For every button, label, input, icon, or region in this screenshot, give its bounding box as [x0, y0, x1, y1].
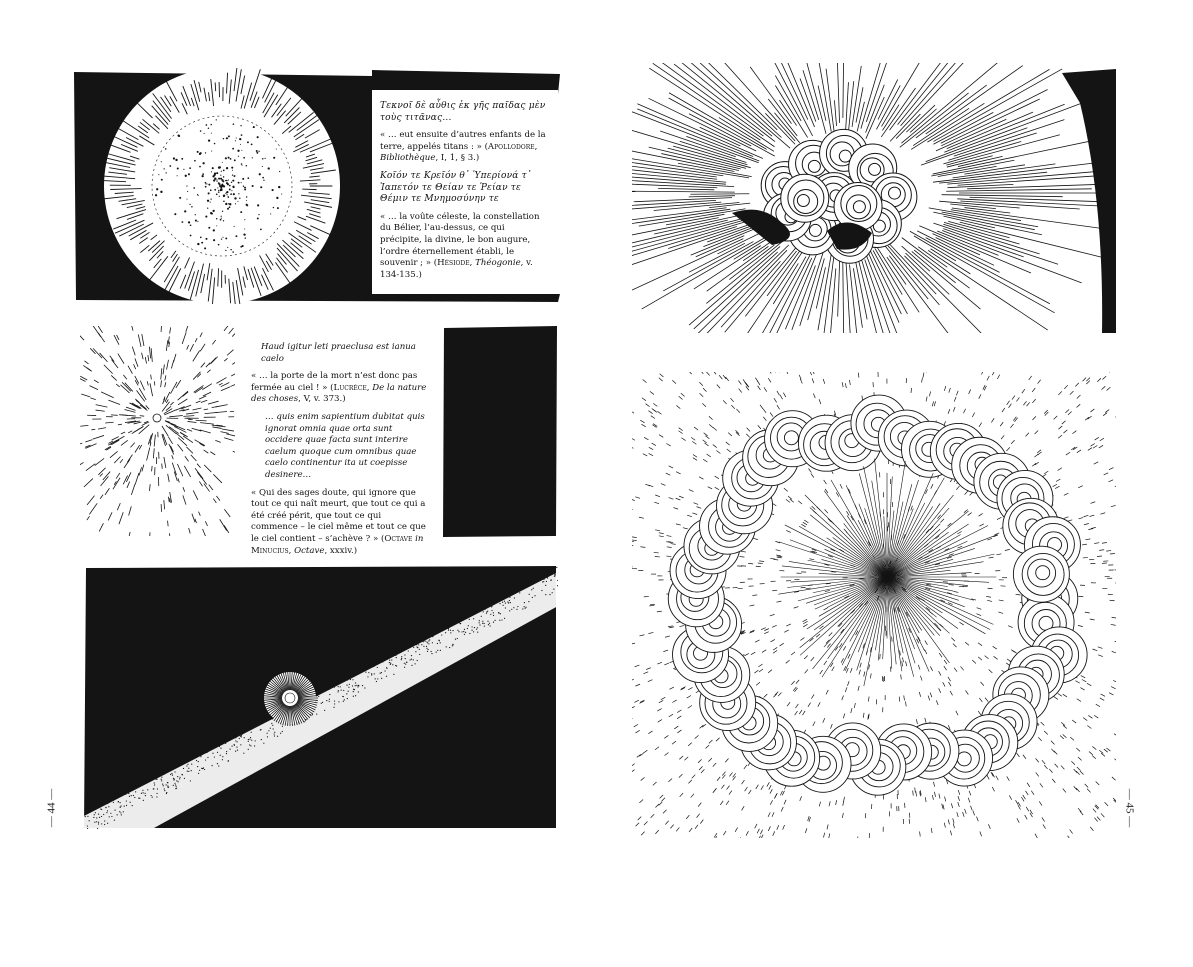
french-quote-lucrece-text: « … la porte de la mort n’est donc pas fermée au ciel ! » (	[251, 371, 418, 393]
latin-quote-minucius: … quis enim sapientium dubitat quis ignorat omnia quae orta sunt occidere quae facta sunt interire caelum quoque cum omnibus quae caelo continentur ita ut coepisse desinere…	[265, 411, 425, 480]
author-octave: Octave	[384, 533, 413, 544]
greek-quote-apollodore: Τεκνοῖ δὲ αὖθις ἐκ γῆς παῖδας μὲν τοὺς τιτᾶνας...	[380, 101, 546, 123]
panel-black	[443, 326, 558, 537]
french-quote-apollodore: « … eut ensuite d’autres enfants de la terre, appelés titans : » (Apollodore, Bibliothèque, I, 1, § 3.)	[380, 130, 546, 164]
french-quote-minucius-text: « Qui des sages doute, qui ignore que tout ce qui naît meurt, que tout ce qui a été créé périt, que tout ce qui commence – le ciel même et tout ce que le ciel contient – s’achève ? » (	[251, 487, 426, 544]
french-quote-minucius: « Qui des sages doute, qui ignore que tout ce qui naît meurt, que tout ce qui a été créé périt, que tout ce qui commence – le ciel même et tout ce que le ciel contient – s’achève ? » (Octave in Minucius, Octave, xxxiv.)	[251, 487, 426, 556]
author-minucius: Minucius	[251, 545, 289, 556]
work-de-la-nature: De la nature des choses	[251, 382, 427, 405]
latin-quote-lucrece: Haud igitur leti praeclusa est ianua caelo	[261, 342, 416, 364]
panel-comet-beam	[84, 566, 558, 829]
page-number-right: — 45 —	[1123, 788, 1136, 828]
in-word: in	[412, 533, 424, 544]
greek-quote-hesiode: Κοῖόν τε Κρεῖόν θ᾽ Ὑπερίονά τ᾽ Ἰαπετόν τε Θείαν τε Ῥείαν τε Θέμιν τε Μνημοσύνην τε	[380, 170, 532, 205]
quote-box-death	[251, 342, 429, 563]
french-quote-hesiode-text: « … la voûte céleste, la constellation du Bélier, l’au-dessus, ce qui précipite, la divine, le bon augure, l’ordre éternellement établi, le souvenir ; » (	[380, 211, 540, 269]
ref-minucius: , xxxiv.)	[324, 545, 358, 556]
quote-box-titans	[380, 101, 548, 287]
panel-radial-burst	[80, 326, 235, 536]
work-theogonie: Théogonie	[475, 258, 521, 269]
author-apollodore: Apollodore	[487, 141, 535, 152]
panel-explosion	[632, 63, 1116, 333]
french-quote-lucrece: « … la porte de la mort n’est donc pas fermée au ciel ! » (Lucrèce, De la nature des choses, V, v. 373.)	[251, 371, 427, 405]
panel-cloud-ring	[632, 372, 1116, 838]
author-hesiode: Hésiode	[437, 258, 470, 269]
ref-hesiode: , v. 134-135.)	[380, 258, 533, 280]
french-quote-hesiode: « … la voûte céleste, la constellation du Bélier, l’au-dessus, ce qui précipite, la divine, le bon augure, l’ordre éternellement établi, le souvenir ; » (Hésiode, Théogonie, v. 134-135.)	[380, 211, 540, 280]
author-lucrece: Lucrèce	[333, 382, 367, 393]
work-bibliotheque: Bibliothèque	[380, 153, 436, 164]
french-quote-apollodore-text: « … eut ensuite d’autres enfants de la terre, appelés titans : » (	[380, 130, 546, 152]
page-number-left: — 44 —	[45, 788, 58, 828]
ref-apollodore: , I, 1, § 3.)	[435, 153, 480, 164]
work-octave: Octave	[294, 545, 325, 556]
ref-lucrece: , V, v. 373.)	[298, 394, 346, 405]
